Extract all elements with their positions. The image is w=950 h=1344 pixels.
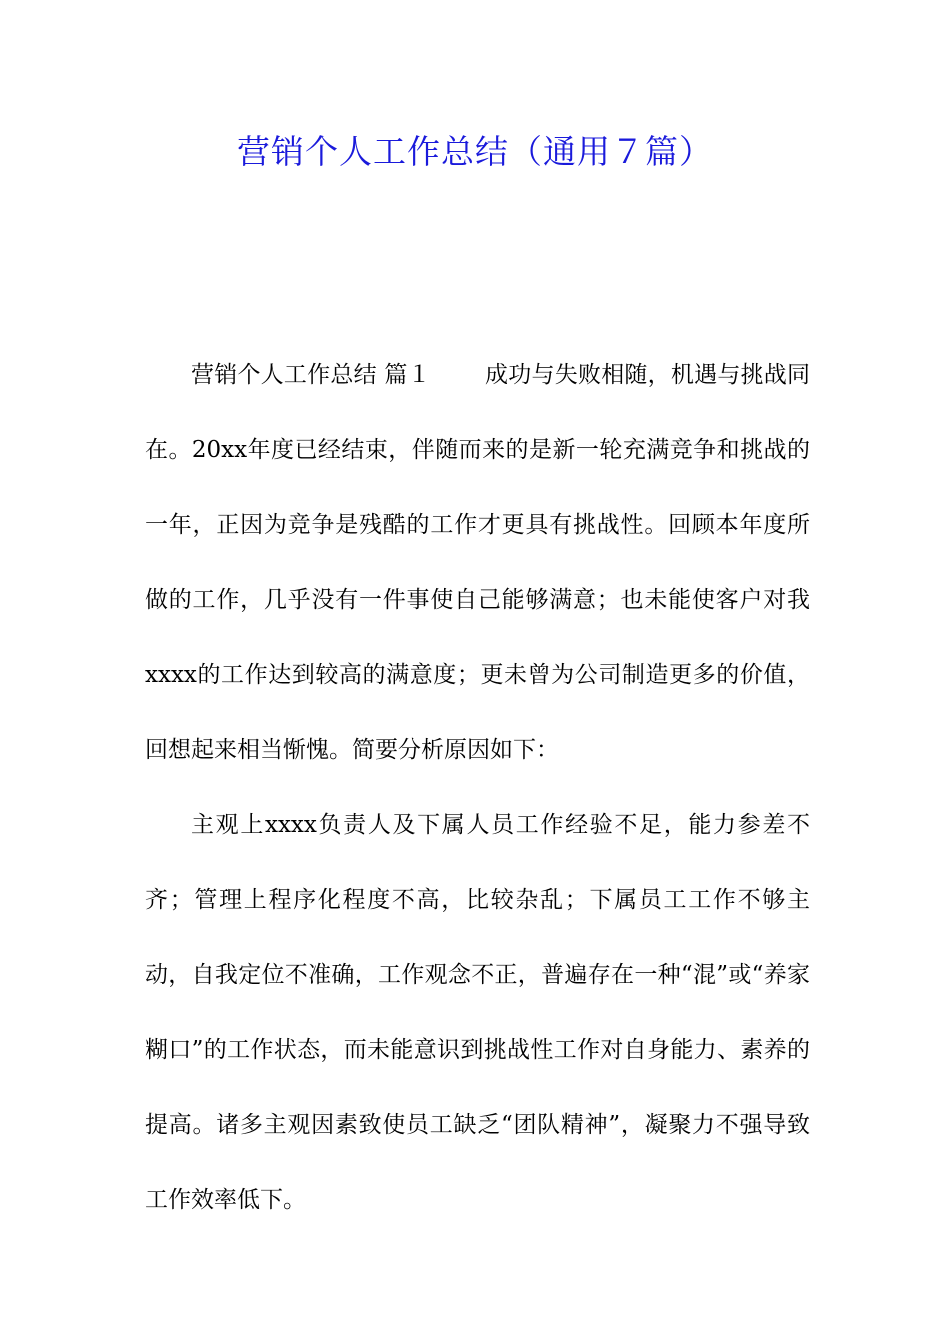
section-heading: 营销个人工作总结 篇１ (191, 362, 431, 388)
paragraph-1 (145, 338, 810, 788)
paragraph-1-text: 成功与失败相随，机遇与挑战同在。20xx年度已经结束，伴随而来的是新一轮充满竞争和挑战的一年，正因为竞争是残酷的工作才更具有挑战性。回顾本年度所做的工作，几乎没有一件事使自己能够满意；也未能使客户对我xxxx的工作达到较高的满意度；更未曾为公司制造更多的价值，回想起来相当惭愧。简要分析原因如下： (145, 362, 811, 763)
document-body (145, 338, 810, 1238)
paragraph-2: 主观上xxxx负责人及下属人员工作经验不足，能力参差不齐；管理上程序化程度不高，比较杂乱；下属员工工作不够主动，自我定位不准确，工作观念不正，普遍存在一种“混”或“养家糊口”的工作状态，而未能意识到挑战性工作对自身能力、素养的提高。诸多主观因素致使员工缺乏“团队精神”，凝聚力不强导致工作效率低下。 (145, 812, 810, 1213)
document-title: 营销个人工作总结（通用７篇） (237, 132, 713, 171)
